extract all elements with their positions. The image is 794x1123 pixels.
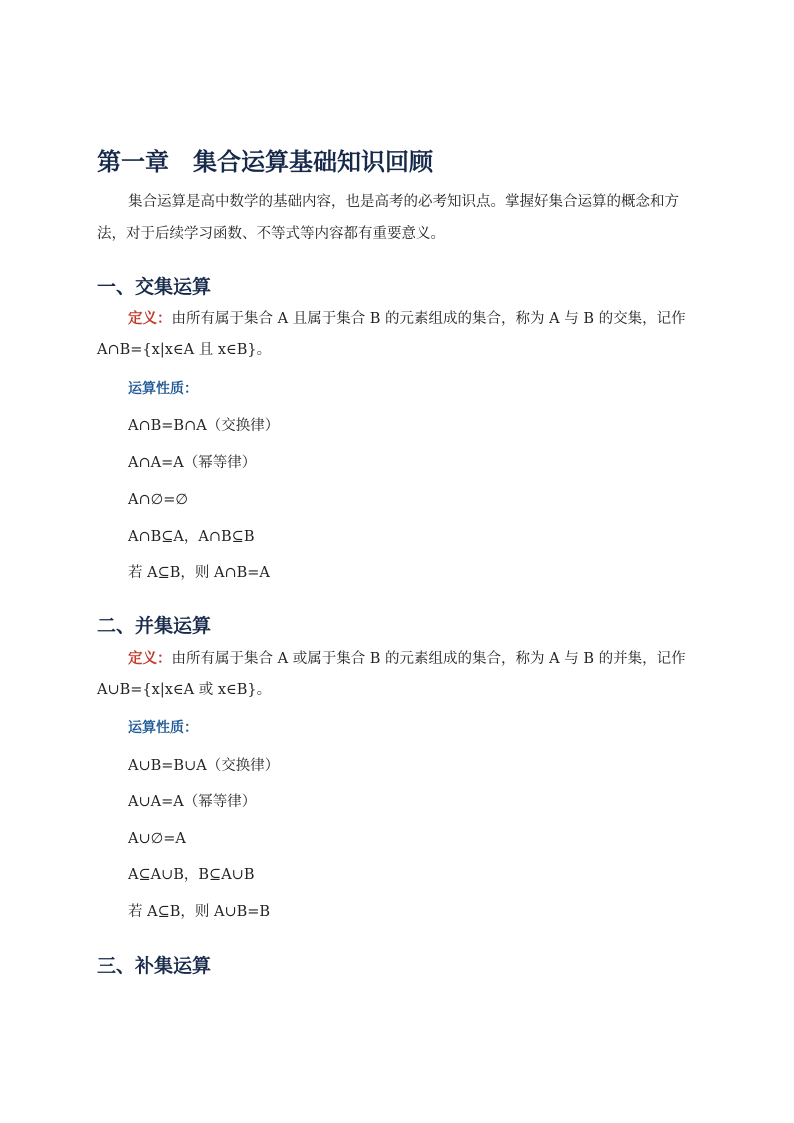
property-item: A∩∅=∅ bbox=[128, 492, 189, 508]
section-title-union: 二、并集运算 bbox=[97, 615, 212, 637]
properties-heading-intersection: 运算性质： bbox=[128, 381, 198, 397]
definition-text: 由所有属于集合 A 或属于集合 B 的元素组成的集合，称为 A 与 B 的并集，记作 A∪B={x|x∈A 或 x∈B}。 bbox=[97, 651, 686, 698]
property-item: A∪B=B∪A（交换律） bbox=[128, 758, 280, 774]
section-title-complement: 三、补集运算 bbox=[97, 955, 212, 977]
property-item: A∪A=A（幂等律） bbox=[128, 794, 257, 810]
definition-union bbox=[97, 644, 697, 706]
property-item: A∩B⊆A，A∩B⊆B bbox=[128, 529, 255, 545]
properties-heading-union: 运算性质： bbox=[128, 720, 198, 736]
definition-intersection bbox=[97, 304, 697, 366]
chapter-title: 第一章 集合运算基础知识回顾 bbox=[97, 148, 433, 176]
chapter-intro: 集合运算是高中数学的基础内容，也是高考的必考知识点。掌握好集合运算的概念和方法，对于后续学习函数、不等式等内容都有重要意义。 bbox=[97, 194, 679, 242]
section-title-intersection: 一、交集运算 bbox=[97, 276, 212, 298]
property-item: A∩B=B∩A（交换律） bbox=[128, 418, 280, 434]
definition-label: 定义： bbox=[128, 311, 172, 327]
property-item: A∩A=A（幂等律） bbox=[128, 455, 257, 471]
definition-text: 由所有属于集合 A 且属于集合 B 的元素组成的集合，称为 A 与 B 的交集，记作 A∩B={x|x∈A 且 x∈B}。 bbox=[97, 311, 686, 358]
property-item: A⊆A∪B，B⊆A∪B bbox=[128, 867, 255, 883]
property-item: A∪∅=A bbox=[128, 831, 186, 847]
property-item: 若 A⊆B，则 A∪B=B bbox=[128, 904, 271, 920]
definition-label: 定义： bbox=[128, 651, 172, 667]
property-item: 若 A⊆B，则 A∩B=A bbox=[128, 565, 270, 581]
